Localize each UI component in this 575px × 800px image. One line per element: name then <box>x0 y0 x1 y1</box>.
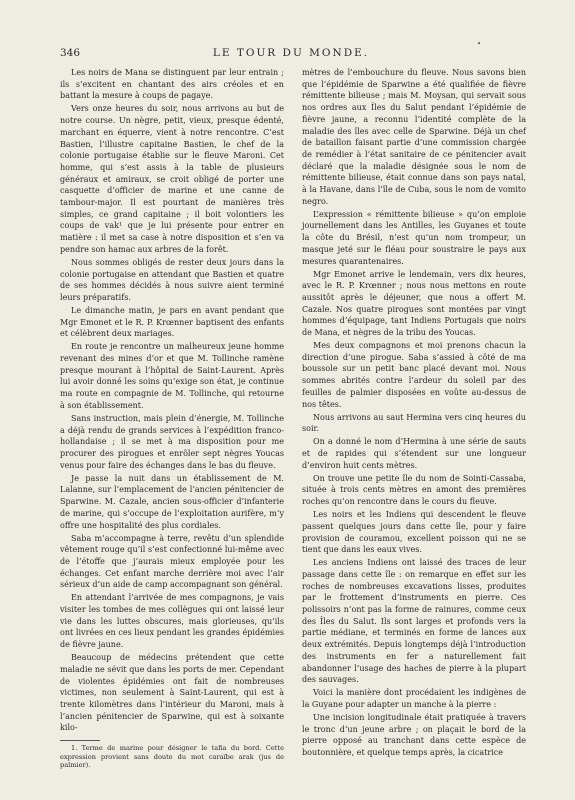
paragraph: Les noirs de Mana se distinguent par leur entrain ; ils s’excitent en chantant des airs créoles et en battant la mesure à coups de pagaye. <box>60 68 284 101</box>
paragraph: On trouve une petite île du nom de Sointi-Cassaba, située à trois cents mètres en amont des premières roches qu’on rencontre dans le cours du fleuve. <box>302 473 526 507</box>
printer-mark: • <box>477 40 482 48</box>
paragraph: En route je rencontre un malheureux jeune homme revenant des mines d’or et que M. Tollinche ramène presque mourant à l’hôpital de Saint-Laurent. Après lui avoir donné les soins qu’exige son état, je continue ma route en compagnie de M. Tollinche, qui retourne à son établissement. <box>60 342 284 410</box>
paragraph: L’expression « rémittente bilieuse » qu’on emploie journellement dans les Antilles, les Guyanes et toute la côte du Brésil, n’est qu’un nom trompeur, un masque jeté sur le fléau pour soustraire le pays aux mesures quarantenaires. <box>302 209 526 266</box>
paragraph: Mgr Emonet arrive le lendemain, vers dix heures, avec le R. P. Krœnner ; nous nous mettons en route aussitôt après le déjeuner, que nous a offert M. Cazale. Nos quatre pirogues sont montées par vingt hommes d’équipage, tant Indiens Portugais que noirs de Mana, et nègres de la tribu des Youcas. <box>302 269 526 338</box>
running-title: LE TOUR DU MONDE. <box>212 47 370 59</box>
paragraph: mètres de l’embouchure du fleuve. Nous savons bien que l’épidémie de Sparwine a été qualifiée de fièvre rémittente bilieuse ; mais M. Moysan, qui servait sous nos ordres aux Îles du Salut pendant l’épidémie de fièvre jaune, a reconnu l’identité complète de la maladie des îles avec celle de Sparwine. Déjà un chef de bataillon faisant partie d’une commission chargée de remédier à l’état sanitaire de ce pénitencier avait déclaré que la maladie désignée sous le nom de rémittente bilieuse, était connue dans son pays natal, à la Havane, dans l’île de Cuba, sous le nom de vomito negro. <box>302 68 526 206</box>
paragraph: En attendant l’arrivée de mes compagnons, je vais visiter les tombes de mes collègues qui ont laissé leur vie dans les luttes obscures, mais glorieuses, qu’ils ont livrées en ces lieux pendant les grandes épidémies de fièvre jaune. <box>60 593 284 650</box>
paragraph: Sans instruction, mais plein d’énergie, M. Tollinche a déjà rendu de grands services à l’expédition franco-hollandaise ; il se met à ma disposition pour me procurer des pirogues et enrôler sept nègres Youcas venus pour faire des échanges dans le bas du fleuve. <box>60 413 284 470</box>
page-header <box>60 47 522 61</box>
paragraph: On a donné le nom d’Hermina à une série de sauts et de rapides qui s’étendent sur une longueur d’environ huit cents mètres. <box>302 437 526 470</box>
footnote-rule <box>60 740 100 741</box>
paragraph: Saba m’accompagne à terre, revêtu d’un splendide vêtement rouge qu’il s’est confectionné lui-même avec de l’étoffe que j’aurais mieux employée pour les échanges. Cet enfant marche derrière moi avec l’air sérieux d’un aide de camp accompagnant son général. <box>60 533 284 590</box>
paragraph: Voici la manière dont procédaient les indigènes de la Guyane pour adapter un manche à la pierre : <box>302 688 526 709</box>
paragraph: Vers onze heures du soir, nous arrivons au but de notre course. Un nègre, petit, vieux, presque édenté, marchant en équerre, vient à notre rencontre. C’est Bastien, l’illustre capitaine Bastien, le chef de la colonie portugaise établie sur le fleuve Maroni. Cet homme, qui s’est assis à la table de plusieurs généraux et amiraux, se croit obligé de porter une casquette d’officier de marine et une canne de tambour-major. Il est pourtant de manières très simples, ce grand capitaine ; il boit volontiers les coups de vak¹ que je lui présente pour entrer en matière : il met sa case à notre disposition et s’en va pendre son hamac aux arbres de la forêt. <box>60 104 284 254</box>
paragraph: Les anciens Indiens ont laissé des traces de leur passage dans cette île : on remarque en effet sur les roches de nombreuses excavations lisses, produites par le frottement d’instruments en pierre. Ces polissoirs n’ont pas la forme de rainures, comme ceux des Îles du Salut. Ils sont larges et profonds vers la partie médiane, et terminés en forme de lances aux deux extrémités. Depuis longtemps déjà l’introduction des instruments en fer a naturellement fait abandonner l’usage des haches de pierre à la plupart des sauvages. <box>302 558 526 685</box>
footnote: 1. Terme de marine pour désigner le tafia du bord. Cette expression provient sans doute du mot caraïbe arak (jus de palmier). <box>60 744 284 770</box>
paragraph: Le dimanche matin, je pars en avant pendant que Mgr Emonet et le R. P. Krœnner baptisent des enfants et célèbrent deux mariages. <box>60 305 284 339</box>
paragraph: Je passe la nuit dans un établissement de M. Lalanne, sur l’emplacement de l’ancien pénitencier de Sparwine. M. Cazale, ancien sous-officier d’infanterie de marine, qui s’occupe de l’exploitation aurifère, m’y offre une hospitalité des plus cordiales. <box>60 473 284 530</box>
paragraph: Mes deux compagnons et moi prenons chacun la direction d’une pirogue. Saba s’assied à côté de ma boussole sur un petit banc placé devant moi. Nous sommes abrités contre l’ardeur du soleil par des feuilles de palmier disposées en voûte au-dessus de nos têtes. <box>302 341 526 409</box>
paragraph: Une incision longitudinale était pratiquée à travers le tronc d’un jeune arbre ; on plaçait le bord de la pierre opposé au tranchant dans cette espèce de boutonnière, et quelque temps après, la cicatrice <box>302 712 526 758</box>
paragraph: Les noirs et les Indiens qui descendent le fleuve passent quelques jours dans cette île, pour y faire provision de couramou, excellent poisson qui ne se tient que dans les eaux vives. <box>302 510 526 555</box>
paragraph: Nous arrivons au saut Hermina vers cinq heures du soir. <box>302 412 526 434</box>
paragraph: Nous sommes obligés de rester deux jours dans la colonie portugaise en attendant que Bastien et quatre de ses hommes décidés à nous suivre aient terminé leurs préparatifs. <box>60 257 284 302</box>
right-column <box>302 67 526 760</box>
page-number: 346 <box>60 47 81 59</box>
left-column <box>60 67 284 771</box>
paragraph: Beaucoup de médecins prétendent que cette maladie ne sévit que dans les ports de mer. Cependant de violentes épidémies ont fait de nombreuses victimes, non seulement à Saint-Laurent, qui est à trente kilomètres dans l’intérieur du Maroni, mais à l’ancien pénitencier de Sparwine, qui est à soixante kilo- <box>60 653 284 733</box>
